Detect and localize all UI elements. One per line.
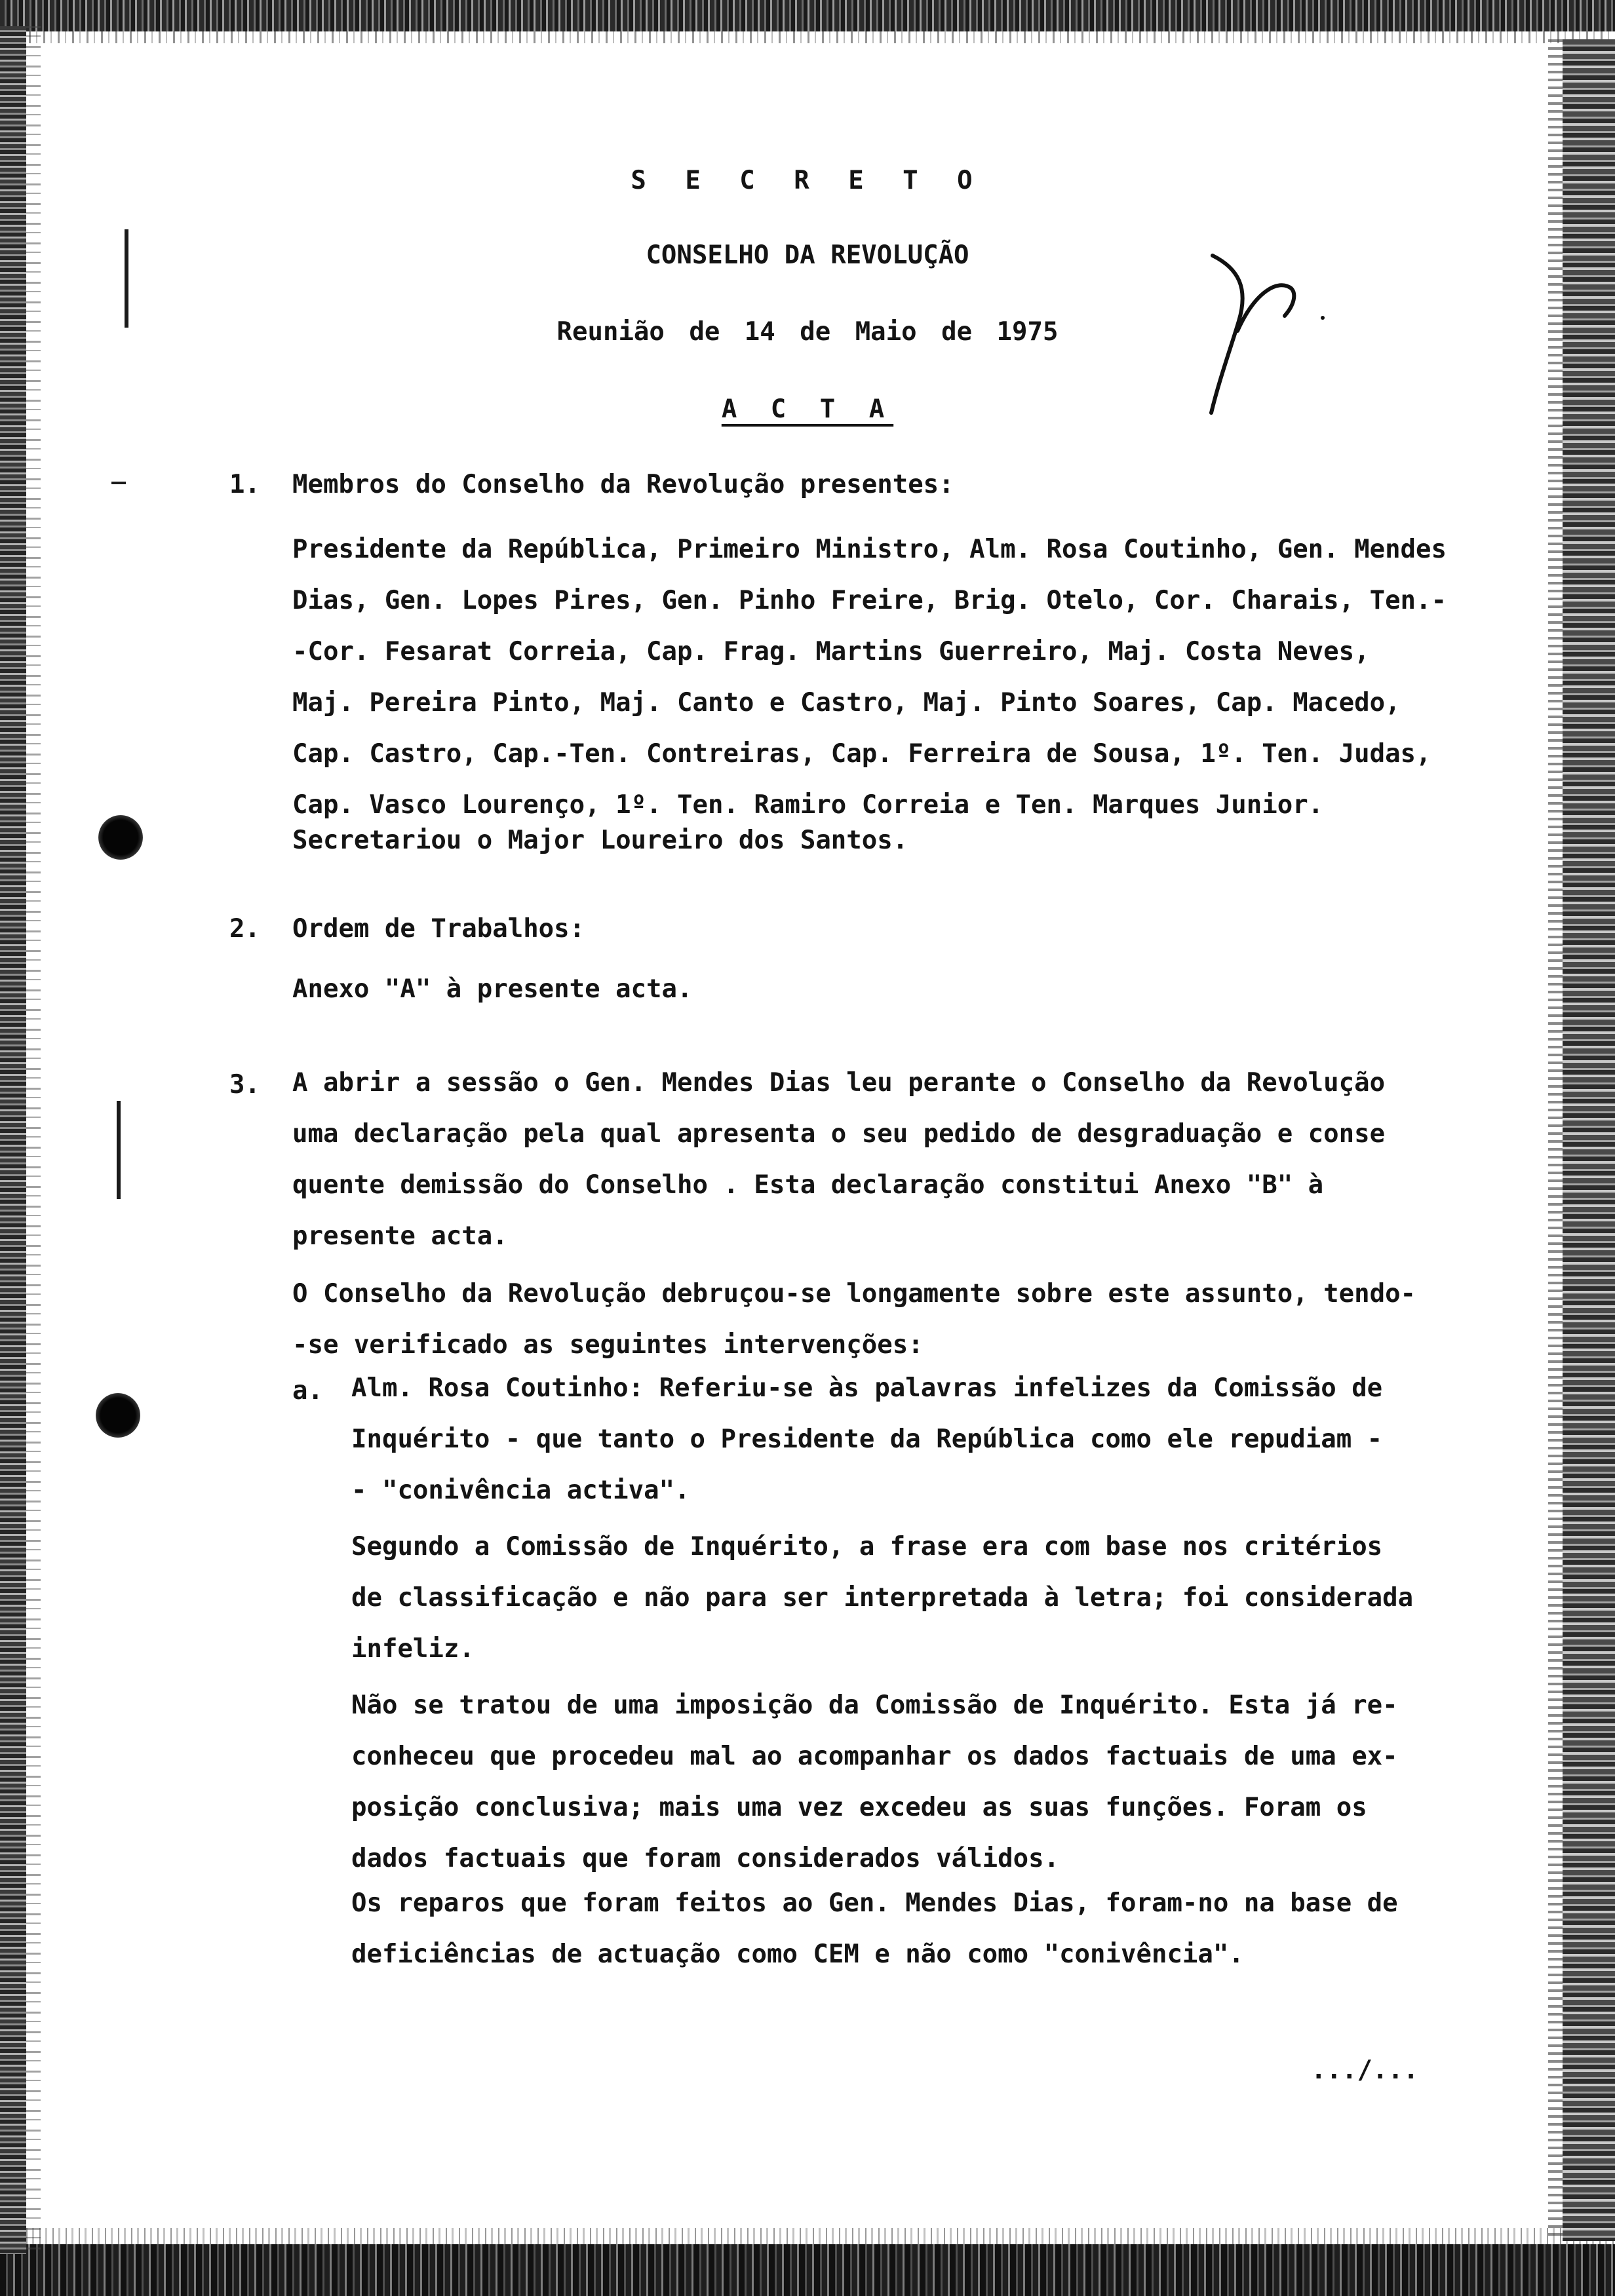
section-heading: Membros do Conselho da Revolução presentes: — [292, 470, 954, 499]
scan-noise-top — [0, 31, 1615, 43]
scan-edge-left — [0, 26, 26, 2254]
section-number: 3. — [229, 1070, 260, 1100]
scan-noise-right — [1548, 39, 1563, 2241]
punch-hole-icon — [98, 815, 143, 860]
punch-hole-icon — [96, 1393, 140, 1438]
scan-edge-bottom — [0, 2244, 1615, 2296]
item-paragraph: Os reparos que foram feitos ao Gen. Mendes Dias, foram-no na base de deficiências de actuação como CEM e não como "conivência". — [351, 1888, 1398, 1969]
document-type-title: A C T A — [721, 394, 894, 424]
item-paragraph: Segundo a Comissão de Inquérito, a frase era com base nos critérios de classificação e não para ser interpretada à letra; foi considerada infeliz. — [351, 1532, 1414, 1664]
item-text: Alm. Rosa Coutinho: Referiu-se às palavras infelizes da Comissão de Inquérito - que tanto o Presidente da República como ele repudiam - - "conivência activa". — [351, 1373, 1383, 1505]
section-number: 1. — [229, 470, 260, 499]
item-paragraph: Não se tratou de uma imposição da Comissão de Inquérito. Esta já re- conheceu que procedeu mal ao acompanhar os dados factuais de uma ex- posição conclusiva; mais uma vez excedeu as suas funções. Foram os dados factuais que foram considerados válidos. — [351, 1691, 1398, 1873]
margin-mark — [111, 482, 126, 484]
continuation-mark: .../... — [1311, 2056, 1419, 2085]
section-number: 2. — [229, 914, 260, 944]
deliberation-paragraph: O Conselho da Revolução debruçou-se longamente sobre este assunto, tendo- -se verificado as seguintes intervenções: — [292, 1279, 1416, 1360]
section-heading: Ordem de Trabalhos: — [292, 914, 585, 944]
scan-edge-top — [0, 0, 1615, 31]
margin-mark — [117, 1101, 121, 1199]
scan-noise-bottom — [0, 2228, 1615, 2244]
secretary-note: Secretariou o Major Loureiro dos Santos. — [292, 826, 908, 855]
item-letter: a. — [292, 1376, 323, 1406]
meeting-date: Reunião de 14 de Maio de 1975 — [556, 317, 1059, 347]
members-list: Presidente da República, Primeiro Ministro, Alm. Rosa Coutinho, Gen. Mendes Dias, Gen. Lopes Pires, Gen. Pinho Freire, Brig. Otelo, Cor. Charais, Ten.- -Cor. Fesarat Correia, Cap. Frag. Martins Guerreiro, Maj. Costa Neves, Maj. Pereira Pinto, Maj. Canto e Castro, Maj. Pinto Soares, Cap. Macedo, Cap. Castro, Cap.-Ten. Contreiras, Cap. Ferreira de Sousa, 1º. Ten. Judas, Cap. Vasco Lourenço, 1º. Ten. Ramiro Correia e Ten. Marques Junior. — [292, 535, 1447, 820]
classification-label: S E C R E T O — [631, 166, 984, 195]
scan-edge-right — [1563, 39, 1615, 2241]
annex-reference: Anexo "A" à presente acta. — [292, 974, 693, 1004]
section-intro: A abrir a sessão o Gen. Mendes Dias leu perante o Conselho da Revolução uma declaração pela qual apresenta o seu pedido de desgraduação e conse quente demissão do Conselho . Esta declaração constitui Anexo "B" à presente acta. — [292, 1068, 1386, 1251]
scan-noise-left — [26, 26, 41, 2254]
council-title: CONSELHO DA REVOLUÇÃO — [646, 240, 969, 270]
